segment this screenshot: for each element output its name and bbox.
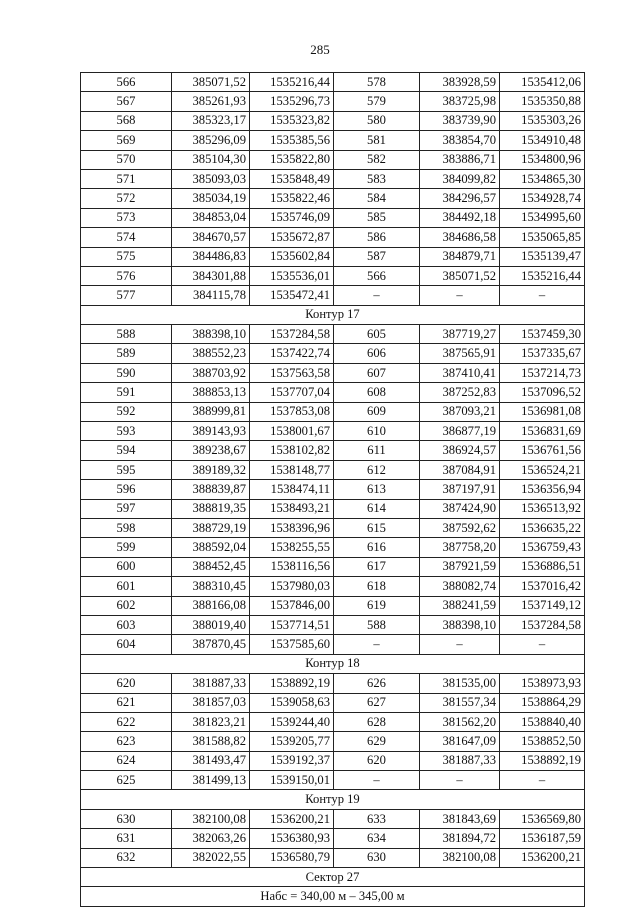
- y-coordinate-cell: 1537284,58: [500, 615, 585, 634]
- point-number-cell: 630: [334, 848, 420, 867]
- table-row: [81, 712, 585, 731]
- point-number-cell: 630: [81, 809, 172, 828]
- point-number-cell: 574: [81, 228, 172, 247]
- x-coordinate-cell: 388166,08: [172, 596, 250, 615]
- point-number-cell: 616: [334, 538, 420, 557]
- page-number: 285: [310, 42, 330, 57]
- point-number-cell: 633: [334, 809, 420, 828]
- x-coordinate-cell: 381535,00: [420, 674, 500, 693]
- x-coordinate-cell: 389238,67: [172, 441, 250, 460]
- y-coordinate-cell: 1536831,69: [500, 422, 585, 441]
- point-number-cell: 595: [81, 460, 172, 479]
- x-coordinate-cell: 388019,40: [172, 615, 250, 634]
- table-row: [81, 441, 585, 460]
- x-coordinate-cell: 388853,13: [172, 383, 250, 402]
- table-row: [81, 402, 585, 421]
- point-number-cell: 593: [81, 422, 172, 441]
- x-coordinate-cell: 381857,03: [172, 693, 250, 712]
- x-coordinate-cell: –: [420, 635, 500, 654]
- x-coordinate-cell: –: [420, 286, 500, 305]
- point-number-cell: 632: [81, 848, 172, 867]
- y-coordinate-cell: 1536635,22: [500, 518, 585, 537]
- y-coordinate-cell: 1537096,52: [500, 383, 585, 402]
- table-row: [81, 286, 585, 305]
- y-coordinate-cell: 1538840,40: [500, 712, 585, 731]
- table-row: [81, 577, 585, 596]
- y-coordinate-cell: 1535216,44: [250, 73, 334, 92]
- table-row: [81, 829, 585, 848]
- point-number-cell: 567: [81, 92, 172, 111]
- point-number-cell: 622: [81, 712, 172, 731]
- point-number-cell: 607: [334, 363, 420, 382]
- point-number-cell: 613: [334, 480, 420, 499]
- table-row: [81, 344, 585, 363]
- x-coordinate-cell: 385261,93: [172, 92, 250, 111]
- x-coordinate-cell: 383739,90: [420, 111, 500, 130]
- point-number-cell: 592: [81, 402, 172, 421]
- y-coordinate-cell: 1535385,56: [250, 131, 334, 150]
- y-coordinate-cell: 1537846,00: [250, 596, 334, 615]
- x-coordinate-cell: 387084,91: [420, 460, 500, 479]
- x-coordinate-cell: 381887,33: [420, 751, 500, 770]
- table-row: [81, 557, 585, 576]
- y-coordinate-cell: 1535848,49: [250, 169, 334, 188]
- y-coordinate-cell: 1537585,60: [250, 635, 334, 654]
- point-number-cell: 591: [81, 383, 172, 402]
- y-coordinate-cell: 1538255,55: [250, 538, 334, 557]
- y-coordinate-cell: 1538396,96: [250, 518, 334, 537]
- y-coordinate-cell: 1538493,21: [250, 499, 334, 518]
- point-number-cell: 599: [81, 538, 172, 557]
- point-number-cell: 629: [334, 732, 420, 751]
- x-coordinate-cell: 384670,57: [172, 228, 250, 247]
- section-heading-row: [81, 654, 585, 673]
- point-number-cell: 619: [334, 596, 420, 615]
- point-number-cell: 601: [81, 577, 172, 596]
- section-heading: Сектор 27: [81, 868, 585, 887]
- y-coordinate-cell: 1538864,29: [500, 693, 585, 712]
- table-row: [81, 150, 585, 169]
- point-number-cell: 620: [81, 674, 172, 693]
- y-coordinate-cell: 1536981,08: [500, 402, 585, 421]
- x-coordinate-cell: 388592,04: [172, 538, 250, 557]
- x-coordinate-cell: 388452,45: [172, 557, 250, 576]
- y-coordinate-cell: 1534928,74: [500, 189, 585, 208]
- point-number-cell: 634: [334, 829, 420, 848]
- y-coordinate-cell: 1537459,30: [500, 325, 585, 344]
- y-coordinate-cell: 1536761,56: [500, 441, 585, 460]
- y-coordinate-cell: –: [500, 771, 585, 790]
- point-number-cell: 606: [334, 344, 420, 363]
- table-row: [81, 809, 585, 828]
- y-coordinate-cell: 1537335,67: [500, 344, 585, 363]
- table-row: [81, 247, 585, 266]
- point-number-cell: 572: [81, 189, 172, 208]
- x-coordinate-cell: 387424,90: [420, 499, 500, 518]
- y-coordinate-cell: 1534995,60: [500, 208, 585, 227]
- y-coordinate-cell: 1536356,94: [500, 480, 585, 499]
- x-coordinate-cell: 384296,57: [420, 189, 500, 208]
- point-number-cell: 589: [81, 344, 172, 363]
- point-number-cell: 573: [81, 208, 172, 227]
- point-number-cell: 621: [81, 693, 172, 712]
- table-row: [81, 325, 585, 344]
- y-coordinate-cell: 1536513,92: [500, 499, 585, 518]
- table-row: [81, 538, 585, 557]
- point-number-cell: 615: [334, 518, 420, 537]
- point-number-cell: 612: [334, 460, 420, 479]
- coordinates-table: [80, 72, 585, 907]
- section-heading-row: [81, 868, 585, 887]
- table-row: [81, 266, 585, 285]
- point-number-cell: 583: [334, 169, 420, 188]
- y-coordinate-cell: 1537422,74: [250, 344, 334, 363]
- y-coordinate-cell: 1534865,30: [500, 169, 585, 188]
- point-number-cell: 575: [81, 247, 172, 266]
- x-coordinate-cell: 387719,27: [420, 325, 500, 344]
- table-row: [81, 383, 585, 402]
- table-row: [81, 422, 585, 441]
- x-coordinate-cell: 387197,91: [420, 480, 500, 499]
- x-coordinate-cell: 381647,09: [420, 732, 500, 751]
- table-row: [81, 751, 585, 770]
- table-row: [81, 208, 585, 227]
- x-coordinate-cell: 381894,72: [420, 829, 500, 848]
- point-number-cell: 584: [334, 189, 420, 208]
- y-coordinate-cell: –: [500, 635, 585, 654]
- point-number-cell: 570: [81, 150, 172, 169]
- x-coordinate-cell: 381562,20: [420, 712, 500, 731]
- point-number-cell: 623: [81, 732, 172, 751]
- point-number-cell: 610: [334, 422, 420, 441]
- point-number-cell: 588: [334, 615, 420, 634]
- x-coordinate-cell: 387592,62: [420, 518, 500, 537]
- x-coordinate-cell: 384301,88: [172, 266, 250, 285]
- point-number-cell: 604: [81, 635, 172, 654]
- section-heading: Контур 17: [81, 305, 585, 324]
- y-coordinate-cell: 1536200,21: [250, 809, 334, 828]
- y-coordinate-cell: 1537707,04: [250, 383, 334, 402]
- x-coordinate-cell: 383928,59: [420, 73, 500, 92]
- table-row: [81, 460, 585, 479]
- x-coordinate-cell: 388398,10: [420, 615, 500, 634]
- point-number-cell: 588: [81, 325, 172, 344]
- y-coordinate-cell: 1539244,40: [250, 712, 334, 731]
- x-coordinate-cell: 381843,69: [420, 809, 500, 828]
- point-number-cell: 594: [81, 441, 172, 460]
- point-number-cell: 617: [334, 557, 420, 576]
- point-number-cell: 566: [334, 266, 420, 285]
- x-coordinate-cell: 388729,19: [172, 518, 250, 537]
- table-row: [81, 635, 585, 654]
- point-number-cell: 627: [334, 693, 420, 712]
- x-coordinate-cell: 384492,18: [420, 208, 500, 227]
- x-coordinate-cell: 388082,74: [420, 577, 500, 596]
- y-coordinate-cell: 1538852,50: [500, 732, 585, 751]
- y-coordinate-cell: 1535216,44: [500, 266, 585, 285]
- y-coordinate-cell: 1535602,84: [250, 247, 334, 266]
- point-number-cell: 624: [81, 751, 172, 770]
- table-row: [81, 518, 585, 537]
- point-number-cell: 587: [334, 247, 420, 266]
- y-coordinate-cell: 1536187,59: [500, 829, 585, 848]
- point-number-cell: 618: [334, 577, 420, 596]
- x-coordinate-cell: 382022,55: [172, 848, 250, 867]
- section-heading-row: [81, 887, 585, 906]
- x-coordinate-cell: 387565,91: [420, 344, 500, 363]
- point-number-cell: 608: [334, 383, 420, 402]
- table-row: [81, 189, 585, 208]
- x-coordinate-cell: 387252,83: [420, 383, 500, 402]
- y-coordinate-cell: 1536200,21: [500, 848, 585, 867]
- point-number-cell: 600: [81, 557, 172, 576]
- x-coordinate-cell: 383725,98: [420, 92, 500, 111]
- y-coordinate-cell: 1537853,08: [250, 402, 334, 421]
- y-coordinate-cell: 1539192,37: [250, 751, 334, 770]
- x-coordinate-cell: 385104,30: [172, 150, 250, 169]
- point-number-cell: 628: [334, 712, 420, 731]
- point-number-cell: 580: [334, 111, 420, 130]
- y-coordinate-cell: 1538973,93: [500, 674, 585, 693]
- x-coordinate-cell: 381557,34: [420, 693, 500, 712]
- table-row: [81, 771, 585, 790]
- x-coordinate-cell: 381499,13: [172, 771, 250, 790]
- point-number-cell: 597: [81, 499, 172, 518]
- y-coordinate-cell: 1536380,93: [250, 829, 334, 848]
- y-coordinate-cell: 1537714,51: [250, 615, 334, 634]
- x-coordinate-cell: 387758,20: [420, 538, 500, 557]
- table-row: [81, 732, 585, 751]
- coordinates-table-body: [81, 73, 585, 907]
- point-number-cell: 596: [81, 480, 172, 499]
- y-coordinate-cell: –: [500, 286, 585, 305]
- x-coordinate-cell: 388310,45: [172, 577, 250, 596]
- x-coordinate-cell: 381887,33: [172, 674, 250, 693]
- y-coordinate-cell: 1539058,63: [250, 693, 334, 712]
- x-coordinate-cell: 388552,23: [172, 344, 250, 363]
- table-row: [81, 363, 585, 382]
- y-coordinate-cell: 1537284,58: [250, 325, 334, 344]
- y-coordinate-cell: 1537563,58: [250, 363, 334, 382]
- point-number-cell: 602: [81, 596, 172, 615]
- x-coordinate-cell: 388703,92: [172, 363, 250, 382]
- y-coordinate-cell: 1535672,87: [250, 228, 334, 247]
- section-heading-row: [81, 790, 585, 809]
- y-coordinate-cell: 1535139,47: [500, 247, 585, 266]
- point-number-cell: 566: [81, 73, 172, 92]
- x-coordinate-cell: 381493,47: [172, 751, 250, 770]
- table-row: [81, 693, 585, 712]
- table-row: [81, 848, 585, 867]
- point-number-cell: 569: [81, 131, 172, 150]
- point-number-cell: 598: [81, 518, 172, 537]
- y-coordinate-cell: 1538116,56: [250, 557, 334, 576]
- x-coordinate-cell: 383886,71: [420, 150, 500, 169]
- y-coordinate-cell: 1535746,09: [250, 208, 334, 227]
- y-coordinate-cell: 1538102,82: [250, 441, 334, 460]
- y-coordinate-cell: 1535536,01: [250, 266, 334, 285]
- point-number-cell: 576: [81, 266, 172, 285]
- y-coordinate-cell: 1535296,73: [250, 92, 334, 111]
- x-coordinate-cell: 385323,17: [172, 111, 250, 130]
- y-coordinate-cell: 1536886,51: [500, 557, 585, 576]
- x-coordinate-cell: 384486,83: [172, 247, 250, 266]
- x-coordinate-cell: 388839,87: [172, 480, 250, 499]
- x-coordinate-cell: 384099,82: [420, 169, 500, 188]
- point-number-cell: 577: [81, 286, 172, 305]
- section-heading: Контур 18: [81, 654, 585, 673]
- x-coordinate-cell: 381588,82: [172, 732, 250, 751]
- point-number-cell: 571: [81, 169, 172, 188]
- point-number-cell: 611: [334, 441, 420, 460]
- x-coordinate-cell: 384686,58: [420, 228, 500, 247]
- point-number-cell: 585: [334, 208, 420, 227]
- y-coordinate-cell: 1536569,80: [500, 809, 585, 828]
- y-coordinate-cell: 1535065,85: [500, 228, 585, 247]
- x-coordinate-cell: –: [420, 771, 500, 790]
- x-coordinate-cell: 385296,09: [172, 131, 250, 150]
- x-coordinate-cell: 389143,93: [172, 422, 250, 441]
- table-row: [81, 131, 585, 150]
- y-coordinate-cell: 1535350,88: [500, 92, 585, 111]
- x-coordinate-cell: 384853,04: [172, 208, 250, 227]
- y-coordinate-cell: 1538001,67: [250, 422, 334, 441]
- point-number-cell: 626: [334, 674, 420, 693]
- x-coordinate-cell: 387410,41: [420, 363, 500, 382]
- y-coordinate-cell: 1535303,26: [500, 111, 585, 130]
- point-number-cell: 582: [334, 150, 420, 169]
- point-number-cell: –: [334, 771, 420, 790]
- y-coordinate-cell: 1538474,11: [250, 480, 334, 499]
- x-coordinate-cell: 388999,81: [172, 402, 250, 421]
- x-coordinate-cell: 385071,52: [172, 73, 250, 92]
- x-coordinate-cell: 387870,45: [172, 635, 250, 654]
- table-row: [81, 111, 585, 130]
- x-coordinate-cell: 384879,71: [420, 247, 500, 266]
- y-coordinate-cell: 1535323,82: [250, 111, 334, 130]
- point-number-cell: 581: [334, 131, 420, 150]
- point-number-cell: 605: [334, 325, 420, 344]
- y-coordinate-cell: 1536759,43: [500, 538, 585, 557]
- y-coordinate-cell: 1537214,73: [500, 363, 585, 382]
- point-number-cell: 603: [81, 615, 172, 634]
- point-number-cell: –: [334, 286, 420, 305]
- x-coordinate-cell: 384115,78: [172, 286, 250, 305]
- y-coordinate-cell: 1534800,96: [500, 150, 585, 169]
- x-coordinate-cell: 385093,03: [172, 169, 250, 188]
- table-row: [81, 73, 585, 92]
- y-coordinate-cell: 1534910,48: [500, 131, 585, 150]
- x-coordinate-cell: 382100,08: [172, 809, 250, 828]
- y-coordinate-cell: 1539205,77: [250, 732, 334, 751]
- table-row: [81, 480, 585, 499]
- y-coordinate-cell: 1538892,19: [250, 674, 334, 693]
- y-coordinate-cell: 1535822,46: [250, 189, 334, 208]
- y-coordinate-cell: 1536524,21: [500, 460, 585, 479]
- x-coordinate-cell: 388819,35: [172, 499, 250, 518]
- x-coordinate-cell: 387093,21: [420, 402, 500, 421]
- x-coordinate-cell: 382100,08: [420, 848, 500, 867]
- point-number-cell: –: [334, 635, 420, 654]
- x-coordinate-cell: 382063,26: [172, 829, 250, 848]
- y-coordinate-cell: 1538148,77: [250, 460, 334, 479]
- y-coordinate-cell: 1537149,12: [500, 596, 585, 615]
- y-coordinate-cell: 1537016,42: [500, 577, 585, 596]
- y-coordinate-cell: 1535472,41: [250, 286, 334, 305]
- point-number-cell: 631: [81, 829, 172, 848]
- y-coordinate-cell: 1535822,80: [250, 150, 334, 169]
- table-row: [81, 92, 585, 111]
- table-row: [81, 169, 585, 188]
- table-row: [81, 596, 585, 615]
- point-number-cell: 609: [334, 402, 420, 421]
- y-coordinate-cell: 1536580,79: [250, 848, 334, 867]
- point-number-cell: 579: [334, 92, 420, 111]
- x-coordinate-cell: 388241,59: [420, 596, 500, 615]
- point-number-cell: 625: [81, 771, 172, 790]
- point-number-cell: 590: [81, 363, 172, 382]
- y-coordinate-cell: 1535412,06: [500, 73, 585, 92]
- y-coordinate-cell: 1539150,01: [250, 771, 334, 790]
- point-number-cell: 578: [334, 73, 420, 92]
- x-coordinate-cell: 386877,19: [420, 422, 500, 441]
- table-row: [81, 499, 585, 518]
- x-coordinate-cell: 389189,32: [172, 460, 250, 479]
- table-row: [81, 228, 585, 247]
- section-heading: Набс = 340,00 м – 345,00 м: [81, 887, 585, 906]
- x-coordinate-cell: 385071,52: [420, 266, 500, 285]
- x-coordinate-cell: 385034,19: [172, 189, 250, 208]
- y-coordinate-cell: 1538892,19: [500, 751, 585, 770]
- table-row: [81, 674, 585, 693]
- x-coordinate-cell: 388398,10: [172, 325, 250, 344]
- point-number-cell: 568: [81, 111, 172, 130]
- x-coordinate-cell: 383854,70: [420, 131, 500, 150]
- point-number-cell: 620: [334, 751, 420, 770]
- x-coordinate-cell: 386924,57: [420, 441, 500, 460]
- section-heading-row: [81, 305, 585, 324]
- x-coordinate-cell: 387921,59: [420, 557, 500, 576]
- table-row: [81, 615, 585, 634]
- point-number-cell: 614: [334, 499, 420, 518]
- y-coordinate-cell: 1537980,03: [250, 577, 334, 596]
- section-heading: Контур 19: [81, 790, 585, 809]
- point-number-cell: 586: [334, 228, 420, 247]
- x-coordinate-cell: 381823,21: [172, 712, 250, 731]
